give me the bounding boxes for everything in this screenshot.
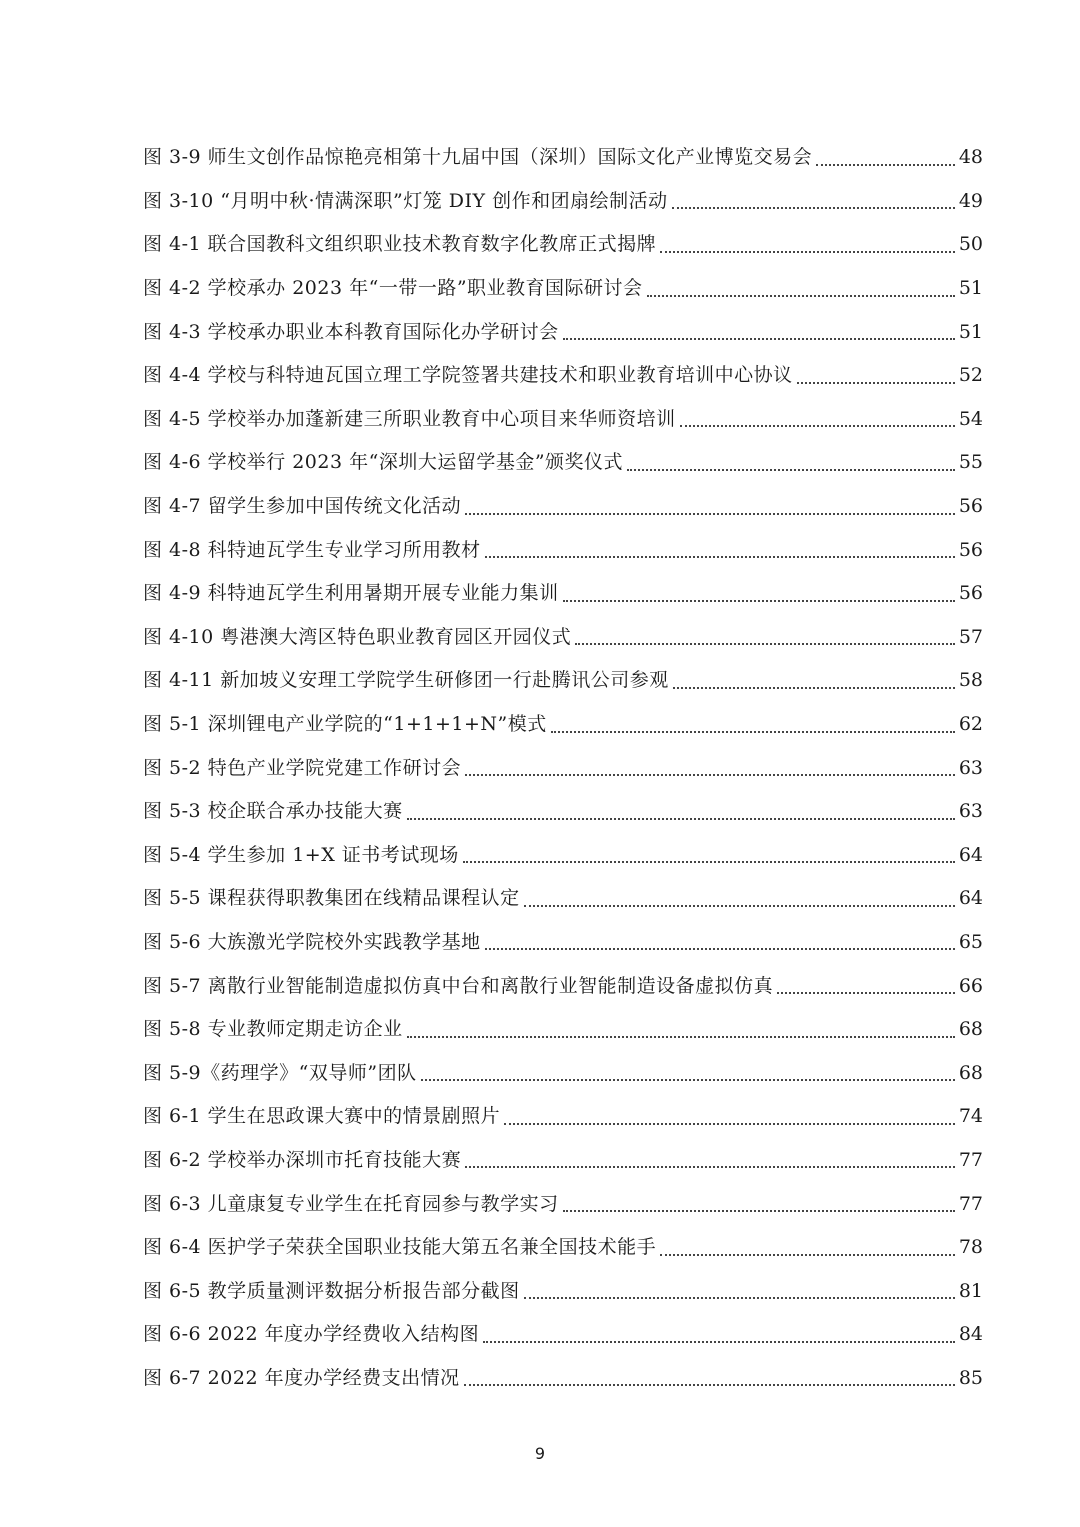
toc-entry-title: 图 4-8 科特迪瓦学生专业学习所用教材 xyxy=(143,538,481,561)
toc-entry[interactable] xyxy=(143,1139,983,1183)
toc-entry-page: 57 xyxy=(958,625,983,648)
toc-entry-title: 图 5-7 离散行业智能制造虚拟仿真中台和离散行业智能制造设备虚拟仿真 xyxy=(143,974,774,997)
toc-entry-page: 81 xyxy=(958,1279,983,1302)
toc-entry-title: 图 6-6 2022 年度办学经费收入结构图 xyxy=(143,1323,480,1346)
toc-entry[interactable] xyxy=(143,746,983,790)
toc-entry[interactable] xyxy=(143,572,983,616)
toc-entry-page: 65 xyxy=(958,930,983,953)
dot-leader xyxy=(563,600,955,602)
toc-entry-title: 图 4-3 学校承办职业本科教育国际化办学研讨会 xyxy=(143,320,559,343)
dot-leader xyxy=(627,469,955,471)
toc-entry-page: 84 xyxy=(958,1323,983,1346)
toc-entry[interactable] xyxy=(143,964,983,1008)
toc-entry[interactable] xyxy=(143,310,983,354)
toc-entry-page: 49 xyxy=(958,189,983,212)
dot-leader xyxy=(421,1079,955,1081)
toc-entry[interactable] xyxy=(143,1357,983,1401)
dot-leader xyxy=(673,687,955,689)
toc-entry-title: 图 4-5 学校举办加蓬新建三所职业教育中心项目来华师资培训 xyxy=(143,407,676,430)
toc-entry-title: 图 4-9 科特迪瓦学生利用暑期开展专业能力集训 xyxy=(143,582,559,605)
toc-entry-page: 52 xyxy=(958,364,983,387)
toc-entry-page: 56 xyxy=(958,538,983,561)
toc-entry[interactable] xyxy=(143,921,983,965)
dot-leader xyxy=(524,1297,955,1299)
dot-leader xyxy=(465,513,955,515)
dot-leader xyxy=(465,1166,955,1168)
toc-entry-page: 56 xyxy=(958,582,983,605)
toc-entry-title: 图 4-6 学校举行 2023 年“深圳大运留学基金”颁奖仪式 xyxy=(143,451,624,474)
dot-leader xyxy=(551,731,955,733)
toc-entry-title: 图 4-4 学校与科特迪瓦国立理工学院签署共建技术和职业教育培训中心协议 xyxy=(143,364,793,387)
toc-entry-title: 图 5-3 校企联合承办技能大赛 xyxy=(143,800,403,823)
dot-leader xyxy=(816,164,955,166)
toc-entry[interactable] xyxy=(143,1051,983,1095)
toc-entry-page: 62 xyxy=(958,713,983,736)
toc-entry-title: 图 6-2 学校举办深圳市托育技能大赛 xyxy=(143,1148,462,1171)
toc-entry-page: 68 xyxy=(958,1061,983,1084)
toc-entry-title: 图 6-4 医护学子荣获全国职业技能大第五名兼全国技术能手 xyxy=(143,1236,657,1259)
dot-leader xyxy=(660,251,955,253)
toc-entry-title: 图 4-2 学校承办 2023 年“一带一路”职业教育国际研讨会 xyxy=(143,277,643,300)
toc-entry[interactable] xyxy=(143,616,983,660)
toc-entry[interactable] xyxy=(143,180,983,224)
toc-entry[interactable] xyxy=(143,790,983,834)
dot-leader xyxy=(797,382,955,384)
toc-entry[interactable] xyxy=(143,877,983,921)
toc-entry[interactable] xyxy=(143,834,983,878)
dot-leader xyxy=(777,992,955,994)
dot-leader xyxy=(407,818,955,820)
dot-leader xyxy=(575,643,955,645)
dot-leader xyxy=(465,774,955,776)
toc-entry[interactable] xyxy=(143,659,983,703)
toc-entry[interactable] xyxy=(143,1182,983,1226)
toc-entry-page: 51 xyxy=(958,277,983,300)
toc-entry[interactable] xyxy=(143,354,983,398)
toc-entry[interactable] xyxy=(143,528,983,572)
toc-entry-title: 图 6-7 2022 年度办学经费支出情况 xyxy=(143,1366,460,1389)
dot-leader xyxy=(407,1036,955,1038)
page-number: 9 xyxy=(534,1444,546,1463)
figure-list xyxy=(143,136,983,1400)
toc-entry[interactable] xyxy=(143,1226,983,1270)
toc-entry[interactable] xyxy=(143,441,983,485)
toc-entry-title: 图 6-3 儿童康复专业学生在托育园参与教学实习 xyxy=(143,1192,559,1215)
toc-entry[interactable] xyxy=(143,223,983,267)
toc-entry-page: 78 xyxy=(958,1236,983,1259)
toc-entry-page: 64 xyxy=(958,887,983,910)
toc-entry-page: 74 xyxy=(958,1105,983,1128)
toc-entry-title: 图 4-7 留学生参加中国传统文化活动 xyxy=(143,495,462,518)
toc-entry[interactable] xyxy=(143,1269,983,1313)
toc-entry-page: 63 xyxy=(958,756,983,779)
toc-entry-title: 图 5-8 专业教师定期走访企业 xyxy=(143,1018,403,1041)
toc-entry-page: 64 xyxy=(958,843,983,866)
dot-leader xyxy=(660,1254,955,1256)
toc-entry-page: 50 xyxy=(958,233,983,256)
toc-entry-title: 图 6-5 教学质量测评数据分析报告部分截图 xyxy=(143,1279,520,1302)
dot-leader xyxy=(680,425,955,427)
dot-leader xyxy=(483,1341,955,1343)
toc-entry-title: 图 3-9 师生文创作品惊艳亮相第十九届中国（深圳）国际文化产业博览交易会 xyxy=(143,146,813,169)
toc-entry-page: 68 xyxy=(958,1018,983,1041)
toc-entry-title: 图 5-2 特色产业学院党建工作研讨会 xyxy=(143,756,462,779)
toc-entry-title: 图 5-4 学生参加 1+X 证书考试现场 xyxy=(143,843,459,866)
dot-leader xyxy=(563,338,955,340)
toc-entry[interactable] xyxy=(143,1095,983,1139)
toc-entry-page: 55 xyxy=(958,451,983,474)
dot-leader xyxy=(672,207,955,209)
toc-entry-page: 48 xyxy=(958,146,983,169)
toc-entry[interactable] xyxy=(143,136,983,180)
dot-leader xyxy=(524,905,955,907)
toc-entry-page: 56 xyxy=(958,495,983,518)
dot-leader xyxy=(563,1210,955,1212)
toc-entry-page: 85 xyxy=(958,1366,983,1389)
toc-entry-title: 图 5-1 深圳锂电产业学院的“1+1+1+N”模式 xyxy=(143,713,547,736)
toc-entry[interactable] xyxy=(143,398,983,442)
toc-entry-page: 63 xyxy=(958,800,983,823)
toc-entry-page: 51 xyxy=(958,320,983,343)
toc-entry-title: 图 5-5 课程获得职教集团在线精品课程认定 xyxy=(143,887,520,910)
toc-entry[interactable] xyxy=(143,485,983,529)
toc-entry-page: 58 xyxy=(958,669,983,692)
toc-entry-page: 77 xyxy=(958,1148,983,1171)
toc-entry-title: 图 5-9《药理学》“双导师”团队 xyxy=(143,1061,417,1084)
toc-entry-title: 图 3-10 “月明中秋·情满深职”灯笼 DIY 创作和团扇绘制活动 xyxy=(143,189,668,212)
dot-leader xyxy=(485,556,955,558)
toc-entry-title: 图 4-1 联合国教科文组织职业技术教育数字化教席正式揭牌 xyxy=(143,233,657,256)
toc-entry[interactable] xyxy=(143,1313,983,1357)
toc-entry-page: 66 xyxy=(958,974,983,997)
toc-entry-title: 图 5-6 大族激光学院校外实践教学基地 xyxy=(143,930,481,953)
dot-leader xyxy=(485,948,955,950)
toc-entry[interactable] xyxy=(143,1008,983,1052)
dot-leader xyxy=(463,861,955,863)
toc-entry-page: 77 xyxy=(958,1192,983,1215)
toc-entry-title: 图 6-1 学生在思政课大赛中的情景剧照片 xyxy=(143,1105,501,1128)
toc-entry[interactable] xyxy=(143,267,983,311)
dot-leader xyxy=(647,295,955,297)
toc-entry-title: 图 4-10 粤港澳大湾区特色职业教育园区开园仪式 xyxy=(143,625,572,648)
toc-entry-title: 图 4-11 新加坡义安理工学院学生研修团一行赴腾讯公司参观 xyxy=(143,669,669,692)
toc-entry[interactable] xyxy=(143,703,983,747)
toc-entry-page: 54 xyxy=(958,407,983,430)
dot-leader xyxy=(504,1123,955,1125)
dot-leader xyxy=(464,1384,955,1386)
